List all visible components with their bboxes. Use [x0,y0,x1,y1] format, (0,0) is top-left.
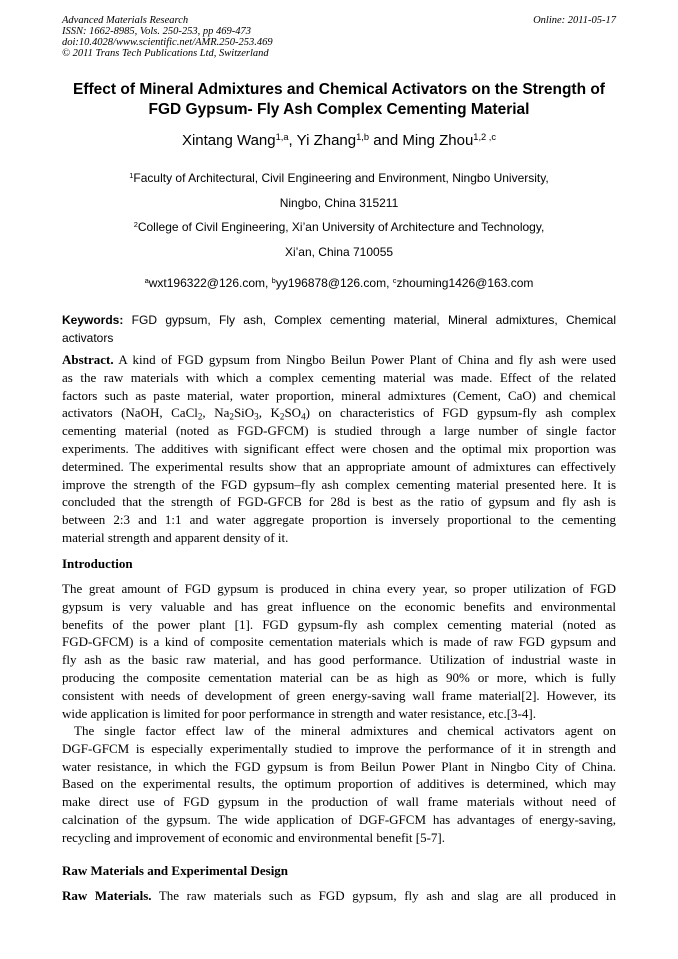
issn-line: ISSN: 1662-8985, Vols. 250-253, pp 469-473 [62,26,251,37]
affiliation-1-line-2: Ningbo, China 315211 [279,196,399,210]
keywords-text: activators [62,331,114,345]
section-heading-raw-materials: Raw Materials and Experimental Design [62,863,289,878]
journal-name: Advanced Materials Research [62,15,189,26]
introduction-paragraph-1: The great amount of FGD gypsum is produced in china every year, so proper utilization of FGD gypsum is very valuable and has great influence on the economic benefits and environmental benefits of the power plant [1]. FGD gypsum-fly ash complex cementing material (noted as FGD-GFCM) is a kind of composite cementation materials which is made of raw FGD gypsum and fly ash as the basic raw material, and has good performance. Utilization of industrial waste in producing the composite cementation material can be as high as 90% or more, which is fully consistent with needs of development of green energy-saving wall frame material[2]. However, its wide application is limited for poor performance in strength and water resistance, etc.[3-4]. [62,581,616,721]
email-address: wxt196322@126.com, [148,276,272,290]
email-address: zhouming1426@163.com [396,276,534,290]
title-line-2: FGD Gypsum- Fly Ash Complex Cementing Material [148,101,530,118]
author-affiliation-mark: 1,2 ,c [473,131,497,142]
author-separator: , [288,132,297,149]
author-name: Ming Zhou [402,132,474,149]
copyright-line: © 2011 Trans Tech Publications Ltd, Switzerland [62,48,269,59]
title-line-1: Effect of Mineral Admixtures and Chemical Activators on the Strength of [73,81,605,98]
raw-materials-paragraph: Raw Materials. The raw materials such as FGD gypsum, fly ash and slag are all produced in [62,888,616,903]
author-affiliation-mark: 1,b [356,131,370,142]
affiliation-mark: 1 [129,170,134,180]
author-separator: and [369,132,403,149]
abstract-label: Abstract. [62,352,114,367]
affiliation-mark: 2 [133,219,138,229]
author-affiliation-mark: 1,a [275,131,289,142]
raw-materials-label: Raw Materials. [62,888,152,903]
keywords-label: Keywords: [62,313,124,327]
online-date: Online: 2011-05-17 [533,15,616,26]
affiliation-2-line-2: Xi’an, China 710055 [284,245,394,259]
keywords-block [62,311,616,347]
abstract: Abstract. A kind of FGD gypsum from Ningbo Beilun Power Plant of China and fly ash were used as the raw materials with which a complex cementing material was made. Effect of the related factors such as paste material, water proportion, mineral admixtures (Cement, CaO) and chemical activators (NaOH, CaCl$_2$, $Na_2SiO_3$, $K_2SO_4$) on characteristics of FGD gypsum-fly ash complex cementing material (noted as FGD-GFCM) is studied through a large number of single factor experiments. The additives with significant effect were chosen and the optimal mix proportion was determined. The experimental results show that an appropriate amount of admixtures can effectively improve the strength of the FGD gypsum–fly ash complex cementing material presented here. It is concluded that the strength of FGD-GFCB for 28d is best as the ratio of gypsum and fly ash is between 2:3 and 1:1 and water aggregate proportion is inversely proportional to the cementing material strength and apparent density of it. [62,352,616,545]
keywords-text: FGD gypsum, Fly ash, Complex cementing material, Mineral admixtures, Chemical [123,313,616,327]
author-name: Xintang Wang [181,132,276,149]
introduction-paragraph-2: The single factor effect law of the mineral admixtures and chemical activators agent on DGF-GFCM is especially experimentally studied to improve the performance of it in strength and water resistance, in which the FGD gypsum is from Beilun Power Plant in Ningbo City of China. Based on the experimental results, the optimum proportion of additives is determined, which may make direct use of FGD gypsum in the production of wall frame materials without need of calcination of the gypsum. The wide application of DGF-GFCM has advantages of energy-saving, recycling and improvement of economic and environmental benefit [5-7]. [62,723,616,845]
affiliation-2-line-1: $^2$College of Civil Engineering, Xi’an University of Architecture and Technology, [133,219,545,234]
author-list [62,131,616,151]
doi-line: doi:10.4028/www.scientific.net/AMR.250-253.469 [62,37,273,48]
journal-header [62,15,616,59]
email-address: yy196878@126.com, [275,276,393,290]
paper-title [62,80,616,120]
section-heading-introduction: Introduction [62,556,133,571]
author-name: Yi Zhang [296,132,357,149]
email-line: $^a$wxt196322@126.com, $^b$yy196878@126.com, $^c$zhouming1426@163.com [144,275,534,290]
affiliation-1-line-1: $^1$Faculty of Architectural, Civil Engineering and Environment, Ningbo University, [129,170,549,185]
